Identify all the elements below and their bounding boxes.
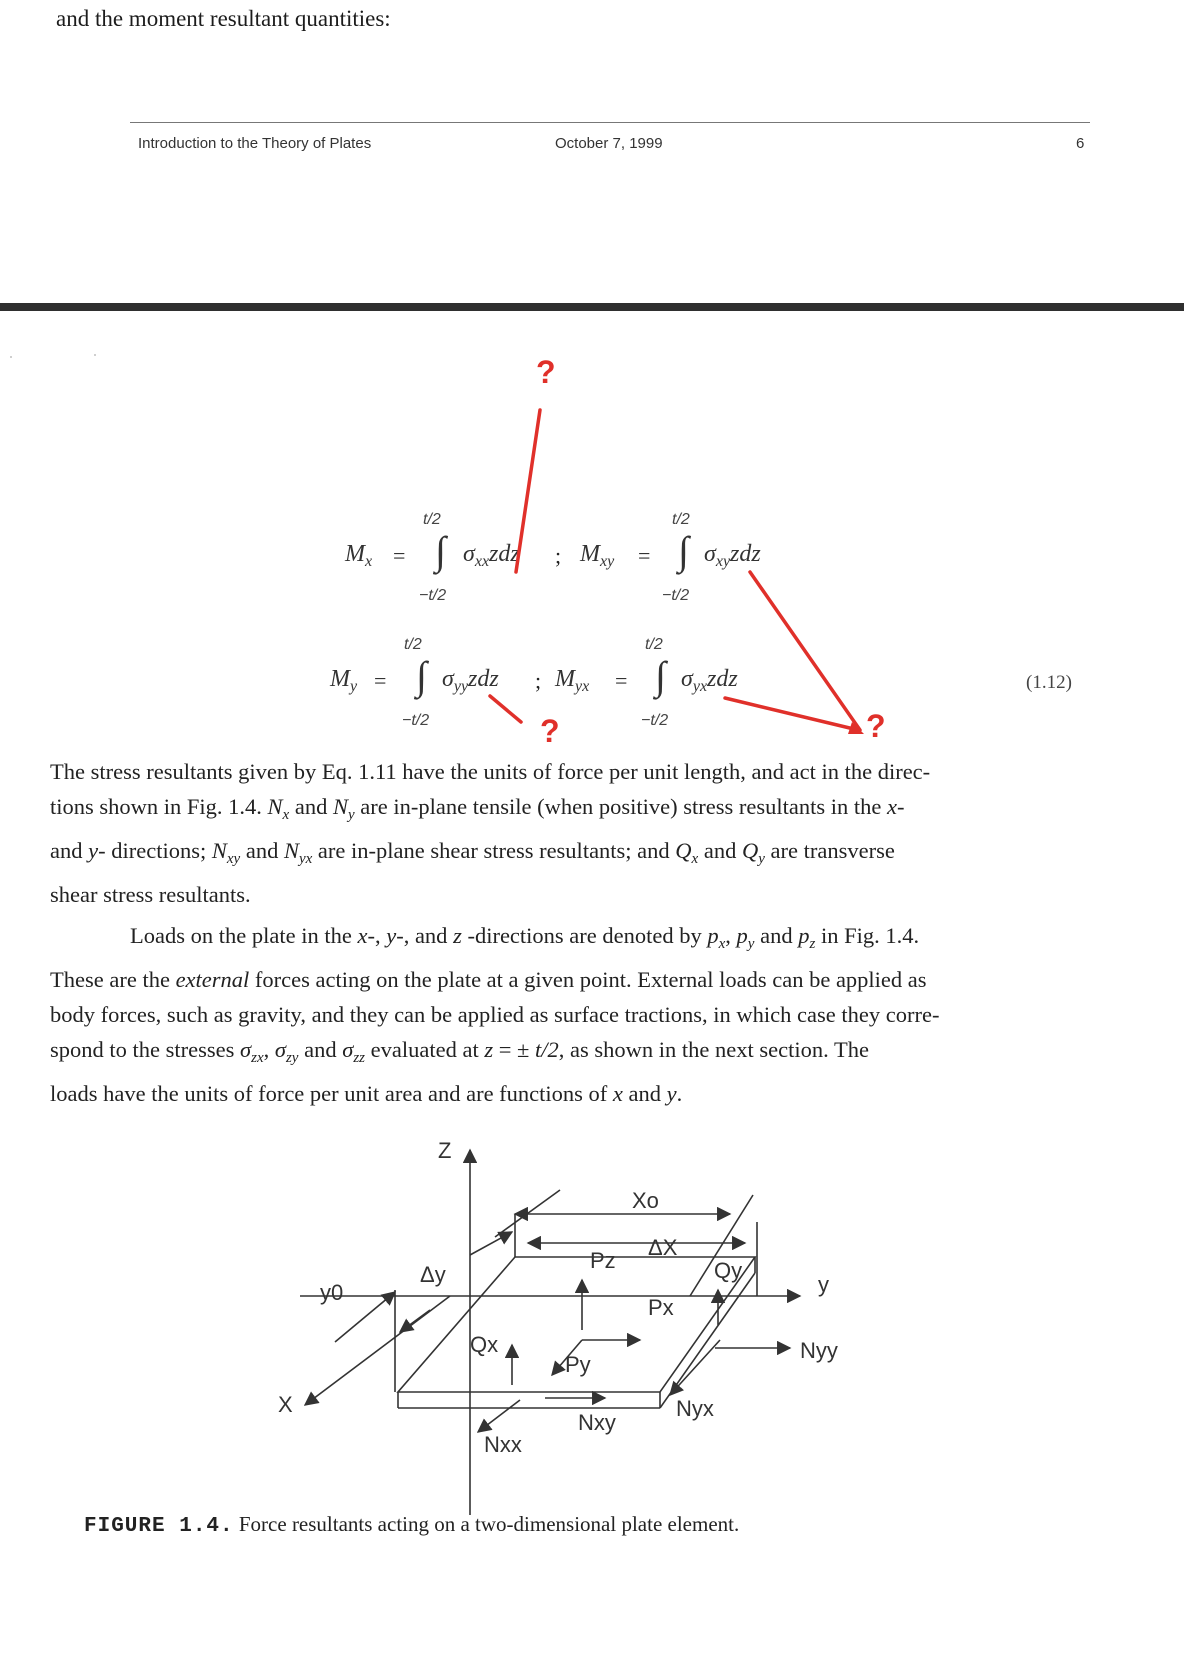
lower-limit: −t/2: [402, 712, 430, 729]
label-nxx: Nxx: [484, 1432, 522, 1457]
separator: ;: [555, 543, 562, 568]
sigma-subscript: yy: [453, 678, 469, 695]
question-mark-3: ?: [866, 708, 886, 744]
label-z: Z: [438, 1138, 452, 1163]
label-x: X: [278, 1392, 293, 1417]
paragraph-stress-resultants: The stress resultants given by Eq. 1.11 have the units of force per unit length, and act in the direc- tions shown in Fig. 1.4. $N_x$ and $N_y$ are in-plane tensile (when positive) stress resultants in the x- and y- directions; $N_{xy}$ and $N_{yx}$ are in-plane shear stress resultants; and $Q_x$ and $Q_y$ are transverse shear stress resultants.: [50, 759, 931, 907]
label-qx: Qx: [470, 1332, 499, 1357]
label-nxy: Nxy: [578, 1410, 616, 1435]
lower-limit: −t/2: [662, 587, 690, 604]
separator: ;: [535, 668, 542, 693]
dimension-dy-lower: [400, 1310, 430, 1332]
moment-symbol: M: [555, 666, 575, 692]
label-y0: y0: [320, 1280, 344, 1305]
integral-sign: ∫: [435, 528, 446, 573]
moment-subscript: yx: [575, 678, 590, 695]
sigma-symbol: σ: [463, 541, 475, 567]
label-dy: Δy: [420, 1262, 446, 1287]
sigma-symbol: σ: [681, 666, 693, 692]
integrand-tail: zdz: [468, 666, 499, 692]
equals-sign: =: [393, 543, 406, 568]
lower-limit: −t/2: [419, 587, 447, 604]
figure-caption: [84, 1512, 739, 1538]
integrand-tail: zdz: [489, 541, 520, 567]
sigma-symbol: σ: [442, 666, 454, 692]
question-mark-1: ?: [536, 354, 556, 390]
label-px: Px: [648, 1295, 674, 1320]
caption-text: Force resultants acting on a two-dimensional plate element.: [233, 1512, 740, 1536]
header-book-title: Introduction to the Theory of Plates: [138, 135, 372, 152]
moment-subscript: x: [365, 553, 373, 570]
upper-limit: t/2: [672, 511, 690, 528]
moment-subscript: xy: [600, 553, 615, 570]
sigma-subscript: yx: [692, 678, 708, 695]
upper-limit: t/2: [645, 636, 663, 653]
moment-subscript: y: [350, 678, 358, 695]
upper-limit: t/2: [423, 511, 441, 528]
sigma-subscript: xy: [715, 553, 731, 570]
label-pz: Pz: [590, 1248, 616, 1273]
intro-line: and the moment resultant quantities:: [56, 6, 391, 31]
plate-edge: [660, 1273, 755, 1408]
paragraph-loads: Loads on the plate in the x-, y-, and z -directions are denoted by $p_x$, $p_y$ and $p_z$ in Fig. 1.4. These are the external forces acting on the plate at a given point. External loads can be applied as body forces, such as gravity, and they can be applied as surface tractions, in which case they corre- spond to the stresses $\sigma_{zx}$, $\sigma_{zy}$ and $\sigma_{zz}$ evaluated at z = ± t/2, as shown in the next section. The loads have the units of force per unit area and are functions of x and y.: [50, 923, 940, 1106]
sigma-subscript: xx: [474, 553, 490, 570]
dimension-dy: [470, 1232, 512, 1255]
label-qy: Qy: [714, 1258, 743, 1283]
sigma-symbol: σ: [704, 541, 716, 567]
moment-symbol: M: [345, 541, 365, 567]
integrand-tail: zdz: [707, 666, 738, 692]
equals-sign: =: [374, 668, 387, 693]
lower-limit: −t/2: [641, 712, 669, 729]
question-mark-2: ?: [540, 713, 560, 749]
integral-sign: ∫: [416, 653, 427, 698]
header-date: October 7, 1999: [555, 135, 663, 152]
dimension-y0: [335, 1292, 395, 1342]
equals-sign: =: [615, 668, 628, 693]
x-axis: [305, 1296, 450, 1405]
integrand-tail: zdz: [730, 541, 761, 567]
moment-symbol: M: [330, 666, 350, 692]
caption-label: FIGURE 1.4.: [84, 1515, 234, 1538]
equation-number: (1.12): [1026, 672, 1072, 693]
resultant-nxx: [478, 1400, 520, 1432]
moment-symbol: M: [580, 541, 600, 567]
label-x0: Xo: [632, 1188, 659, 1213]
label-nyy: Nyy: [800, 1338, 838, 1363]
upper-limit: t/2: [404, 636, 422, 653]
label-dx: ΔX: [648, 1235, 678, 1260]
header-page-number: 6: [1076, 135, 1085, 152]
label-nyx: Nyx: [676, 1396, 714, 1421]
integral-sign: ∫: [678, 528, 689, 573]
label-py: Py: [565, 1352, 591, 1377]
equals-sign: =: [638, 543, 651, 568]
label-y: y: [818, 1272, 829, 1297]
integral-sign: ∫: [655, 653, 666, 698]
